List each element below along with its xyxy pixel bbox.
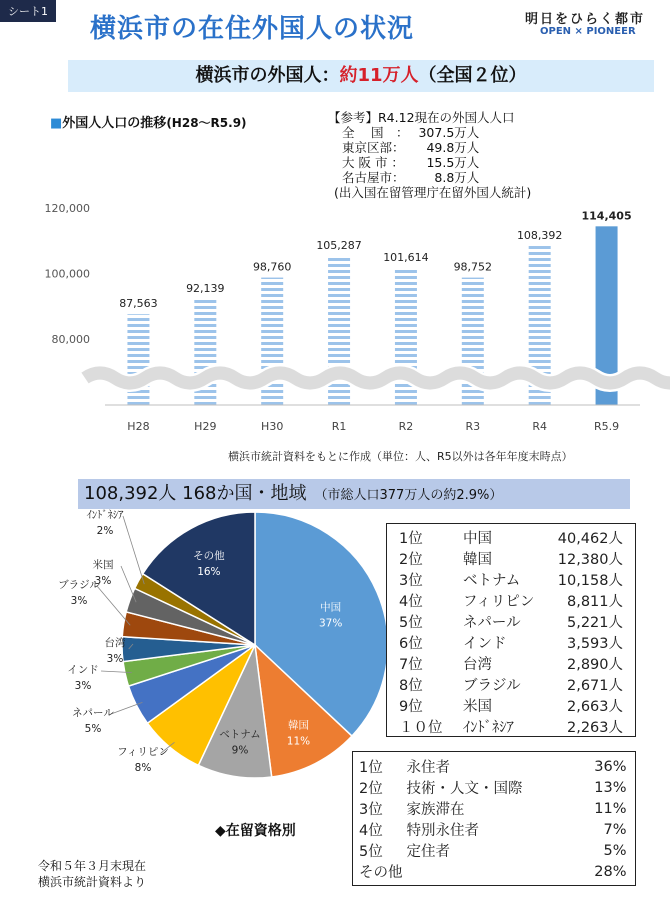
residence-status-rank: 1位: [359, 760, 383, 776]
reference-row-label: 東京区部：: [342, 140, 405, 155]
residence-status-pct: 13%: [594, 779, 627, 796]
reference-footer: (出入国在留管理庁在留外国人統計): [334, 185, 532, 200]
pie-slice-percent: 3%: [74, 680, 92, 692]
x-tick-label: H29: [194, 420, 217, 433]
nationality-row: [399, 716, 623, 737]
pie-slice-name: 中国: [320, 601, 342, 614]
residence-status-name: 定住者: [406, 844, 450, 860]
x-tick-label: R5.9: [593, 420, 620, 433]
x-tick-label: H28: [127, 420, 150, 433]
residence-status-table: [359, 756, 627, 882]
pie-slice-name: その他: [193, 550, 225, 563]
residence-status-name: 技術・人文・国際: [406, 781, 523, 797]
nationality-name: フィリピン: [463, 594, 535, 610]
brand-slogan: 明日をひらく都市: [525, 12, 646, 27]
nationality-row: [399, 569, 623, 590]
residence-status-rank: 4位: [359, 823, 383, 839]
bar-value-label: 101,614: [383, 251, 429, 265]
pie-slice-percent: 37%: [319, 617, 343, 630]
nationality-count: 12,380人: [557, 552, 623, 568]
nationality-rank: １０位: [399, 720, 443, 736]
residence-status-pct: 11%: [594, 800, 627, 817]
y-tick-label: 100,000: [44, 267, 90, 281]
pie-leader-line: [97, 586, 130, 625]
residence-status-name: 永住者: [406, 760, 450, 776]
bar-value-label: 114,405: [581, 209, 632, 223]
pie-slice-percent: 2%: [96, 525, 114, 537]
pie-slice-percent: 3%: [94, 575, 112, 587]
nationality-count: 5,221人: [566, 615, 623, 631]
nationality-ranking-box: [386, 523, 636, 737]
reference-title: 【参考】R4.12現在の外国人人口: [328, 110, 515, 125]
reference-row-label: 名古屋市：: [342, 170, 405, 185]
nationality-count: 2,263人: [566, 720, 623, 736]
pie-leader-line: [123, 516, 144, 584]
stats-main: 108,392人 168か国・地域: [84, 483, 307, 504]
nationality-rank: 4位: [399, 594, 423, 610]
sheet-tag: シート1: [0, 0, 56, 22]
reference-row-label: 大 阪 市 ：: [342, 155, 404, 170]
footnote: [38, 858, 146, 890]
nationality-row: [399, 590, 623, 611]
nationality-rank: 3位: [399, 573, 423, 589]
stats-banner-text: [78, 479, 630, 511]
nationality-name: 中国: [463, 531, 492, 547]
banner-prefix: 横浜市の外国人：: [195, 65, 340, 86]
stats-banner: [78, 479, 630, 509]
residence-status-row: [359, 777, 627, 798]
nationality-row: [399, 653, 623, 674]
x-tick-label: R2: [398, 420, 414, 433]
nationality-row: [399, 632, 623, 653]
brand-subtitle: OPEN × PIONEER: [540, 26, 636, 37]
nationality-name: 台湾: [463, 657, 492, 673]
footnote-date: 令和５年３月末現在: [38, 859, 147, 873]
residence-status-label: ◆在留資格別: [215, 823, 296, 839]
banner-suffix: （全国２位）: [418, 65, 527, 86]
bar-value-label: 87,563: [119, 297, 158, 311]
residence-status-pct: 36%: [594, 758, 627, 775]
pie-slice-name: ｲﾝﾄﾞﾈｼｱ: [86, 509, 124, 521]
pie-slice-name: 韓国: [287, 719, 309, 732]
pie-slice-percent: 16%: [197, 566, 221, 579]
residence-status-box: [352, 751, 636, 886]
nationality-name: ｲﾝﾄﾞﾈｼｱ: [463, 720, 514, 736]
x-tick-label: R3: [465, 420, 481, 433]
nationality-count: 10,158人: [557, 573, 623, 589]
nationality-rank: 1位: [399, 531, 423, 547]
nationality-count: 2,671人: [566, 678, 623, 694]
residence-status-rank: その他: [359, 865, 403, 881]
reference-row-value: 49.8万人: [426, 140, 480, 155]
banner-highlight: 約11万人: [339, 65, 419, 86]
pie-leader-line: [121, 566, 136, 602]
pie-slice-percent: 8%: [134, 762, 152, 774]
pie-slice-percent: 5%: [84, 723, 102, 735]
residence-status-pct: 28%: [594, 863, 627, 880]
pie-slice-name: ブラジル: [58, 579, 100, 591]
residence-status-row: [359, 840, 627, 861]
nationality-name: インド: [463, 636, 507, 652]
nationality-row: [399, 548, 623, 569]
nationality-row: [399, 695, 623, 716]
nationality-row: [399, 527, 623, 548]
nationality-rank: 7位: [399, 657, 423, 673]
bar-value-label: 92,139: [186, 282, 225, 296]
x-tick-label: R1: [331, 420, 347, 433]
pie-slice-name: フィリピン: [117, 746, 169, 758]
reference-row-value: 15.5万人: [426, 155, 480, 170]
nationality-name: ブラジル: [463, 678, 521, 694]
residence-status-pct: 7%: [603, 821, 627, 838]
nationality-count: 2,663人: [566, 699, 623, 715]
nationality-rank: 2位: [399, 552, 423, 568]
residence-status-row: [359, 798, 627, 819]
reference-row-value: 8.8万人: [434, 170, 480, 185]
nationality-count: 2,890人: [566, 657, 623, 673]
nationality-rank: 5位: [399, 615, 423, 631]
nationality-row: [399, 674, 623, 695]
nationality-name: 韓国: [463, 552, 492, 568]
residence-status-name: 家族滞在: [406, 802, 465, 818]
pie-slice-name: インド: [67, 664, 99, 676]
reference-row-label: 全 国 ：: [342, 125, 409, 140]
residence-status-row: [359, 861, 627, 882]
bar-value-label: 98,752: [453, 260, 493, 274]
residence-status-rank: 5位: [359, 844, 383, 860]
nationality-count: 40,462人: [557, 531, 623, 547]
nationality-name: ベトナム: [463, 573, 521, 589]
nationality-count: 3,593人: [566, 636, 623, 652]
pie-slice-percent: 9%: [231, 744, 249, 757]
residence-status-row: [359, 819, 627, 840]
pie-slice-percent: 11%: [286, 735, 311, 748]
bar-value-label: 105,287: [316, 239, 362, 253]
residence-status-rank: 2位: [359, 781, 383, 797]
reference-row-value: 307.5万人: [418, 125, 480, 140]
bar-value-label: 98,760: [252, 260, 292, 274]
residence-status-rank: 3位: [359, 802, 383, 818]
bar-section-title-text: 外国人人口の推移: [62, 116, 167, 131]
nationality-rank: 8位: [399, 678, 423, 694]
y-tick-label: 80,000: [51, 333, 90, 346]
bar-section-period: (H28～R5.9): [166, 116, 247, 130]
stats-sub: （市総人口377万人の約2.9%）: [314, 488, 503, 503]
page-title: 横浜市の在住外国人の状況: [90, 14, 415, 44]
pie-slice-name: 台湾: [104, 637, 126, 649]
nationality-ranking-table: [399, 527, 623, 737]
pie-slice-name: ベトナム: [219, 728, 261, 741]
footnote-source: 横浜市統計資料より: [38, 875, 147, 889]
pie-slice-name: 米国: [92, 559, 114, 571]
pie-slice-percent: 3%: [70, 595, 88, 607]
pie-slice-percent: 3%: [106, 653, 124, 665]
x-tick-label: H30: [261, 420, 284, 433]
residence-status-name: 特別永住者: [406, 823, 479, 839]
residence-status-name: [407, 861, 565, 882]
nationality-count: 8,811人: [566, 594, 623, 610]
bar-chart-source-note: 横浜市統計資料をもとに作成（単位：人、R5以外は各年年度末時点）: [228, 450, 573, 463]
x-tick-label: R4: [532, 420, 548, 433]
y-tick-label: 120,000: [44, 202, 90, 215]
nationality-name: ネパール: [463, 615, 521, 631]
residence-status-row: [359, 756, 627, 777]
pie-slice-name: ネパール: [72, 707, 114, 719]
nationality-row: [399, 611, 623, 632]
bar-value-label: 108,392: [516, 229, 563, 243]
nationality-name: 米国: [463, 699, 492, 715]
residence-status-pct: 5%: [603, 842, 627, 859]
square-bullet-icon: ■: [50, 116, 63, 131]
nationality-rank: 6位: [399, 636, 423, 652]
nationality-rank: 9位: [399, 699, 423, 715]
